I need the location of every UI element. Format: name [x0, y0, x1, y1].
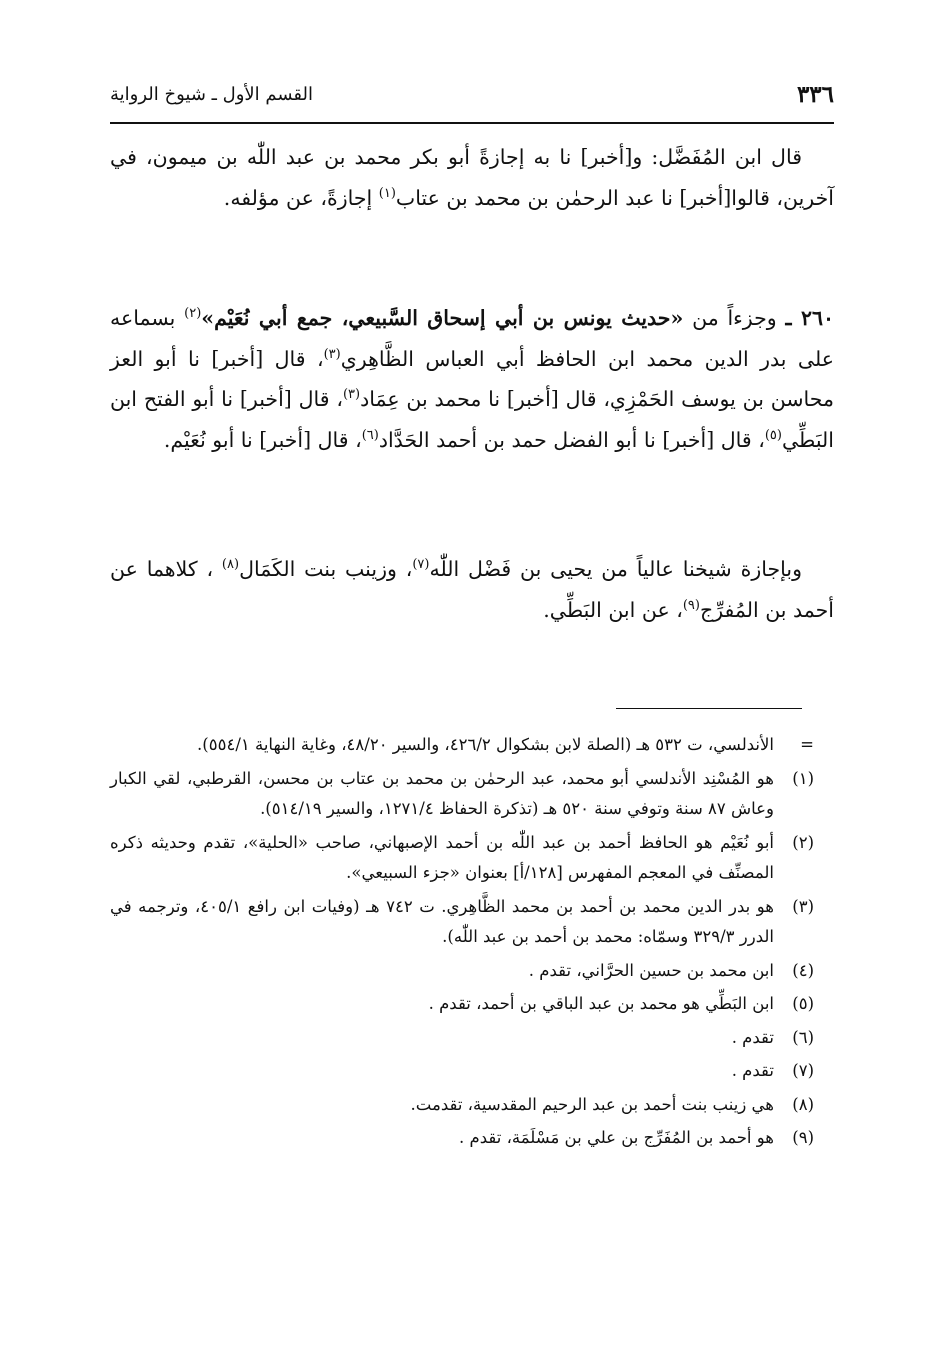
footnote-ref: (٢) [184, 306, 202, 322]
footnote-label: (٨) [792, 1094, 814, 1114]
paragraph-ibn-mufaddal [110, 137, 834, 218]
entry-text: بسماعه على بدر الدين محمد ابن الحافظ أبي العباس الظَّاهِري [110, 306, 834, 371]
footnote-ref: (٩) [682, 597, 700, 613]
footnote-label: (٧) [792, 1061, 814, 1080]
paragraph-text: إجازةً، عن مؤلفه. [223, 185, 379, 210]
header-rule [110, 122, 834, 124]
footnote-text: هي زينب بنت أحمد بن عبد الرحيم المقدسية، تقدمت. [410, 1094, 774, 1114]
footnote-ref: (٣) [323, 346, 341, 362]
entry-text: ، قال [أخبر] نا أبو العز محاسن بن يوسف الحَمْزِي، قال [أخبر] نا محمد بن عِمَاد [110, 346, 834, 411]
page-header [110, 76, 834, 112]
footnote-7 [110, 1056, 814, 1087]
paragraph-text: ، كلاهما عن أحمد بن المُفرِّج [110, 557, 834, 622]
entry-title: «حديث يونس بن أبي إسحاق السَّبيعي، جمع أبي نُعَيْم» [201, 306, 684, 330]
footnote-label: (٥) [792, 994, 814, 1013]
footnote-text: الأندلسي، ت ٥٣٢ هـ (الصلة لابن بشكوال ٤٢٦/٢، والسير ٤٨/٢٠، وغاية النهاية ٥٥٤/١). [197, 735, 774, 754]
footnote-4 [110, 956, 814, 987]
paragraph-text: ، وزينب بنت الكَمَال [239, 557, 413, 581]
footnote-text: هو بدر الدين محمد بن أحمد بن محمد الظَّاهِري. ت ٧٤٢ هـ (وفيات ابن رافع ٤٠٥/١، وترجمه في الدرر ٣٢٩/٣ وسمّاه: محمد بن أحمد بن عبد اللّٰه). [110, 896, 774, 946]
entry-text: ، قال [أخبر] نا أبو الفضل حمد بن أحمد الحَدَّاد [378, 427, 765, 452]
paragraph-text: وبإجازة شيخنا عالياً من يحيى بن فَضْل اللّٰه [429, 557, 802, 581]
entry-text: ، قال [أخبر] نا أبو الفتح ابن البَطِّي [110, 387, 834, 452]
page-number: ٣٣٦ [796, 80, 834, 108]
footnote-2 [110, 828, 814, 889]
footnote-text: ابن البَطِّي هو محمد بن عبد الباقي بن أحمد، تقدم . [428, 994, 774, 1013]
entry-260 [110, 298, 834, 460]
footnote-5 [110, 989, 814, 1020]
paragraph-text: ، عن ابن البَطِّي. [543, 597, 683, 622]
footnote-9 [110, 1123, 814, 1154]
footnote-8 [110, 1090, 814, 1121]
footnote-continued [110, 730, 814, 761]
footnotes [110, 730, 814, 1157]
footnote-label: (٩) [792, 1128, 814, 1147]
paragraph-ijaza [110, 549, 834, 630]
footnote-text: أبو نُعَيْم هو الحافظ أحمد بن عبد اللّٰه بن أحمد الإصبهاني، صاحب «الحلية»، تقدم وحديثه ذكره المصنِّف في المعجم المفهرس [١٢٨/أ] بعنوان «جزء السبيعي». [110, 832, 774, 882]
running-title: القسم الأول ـ شيوخ الرواية [110, 83, 314, 105]
footnote-6 [110, 1023, 814, 1054]
entry-text: ، قال [أخبر] نا أبو نُعَيْم. [163, 427, 362, 452]
footnote-label: (٣) [792, 896, 814, 916]
footnote-ref: (٧) [412, 557, 430, 573]
footnote-3 [110, 892, 814, 953]
footnote-ref: (٥) [764, 427, 782, 443]
footnote-label: (٦) [792, 1027, 814, 1047]
footnote-separator [616, 708, 802, 709]
footnote-label: (١) [792, 768, 814, 788]
footnote-ref: (٦) [361, 427, 379, 443]
footnote-text: هو المُسْنِد الأندلسي أبو محمد، عبد الرحمٰن بن محمد بن عتاب بن محسن، القرطبي، لقي الكبار وعاش ٨٧ سنة وتوفي سنة ٥٢٠ هـ (تذكرة الحفاظ ١٢٧١/٤، والسير ٥١٤/١٩). [110, 768, 774, 818]
footnote-text: ابن محمد بن حسين الحرَّاني، تقدم . [528, 960, 774, 980]
entry-number: ٢٦٠ ـ [785, 306, 834, 330]
footnote-ref: (٨) [221, 557, 240, 573]
footnote-1 [110, 764, 814, 825]
footnote-text: هو أحمد بن المُفَرِّج بن علي بن مَسْلَمَة، تقدم . [459, 1128, 774, 1147]
paragraph-text: قال ابن المُفَضَّل: و[أخبر] نا به إجازةً أبو بكر محمد بن عبد اللّٰه بن ميمون، في آخرين، قالوا[أخبر] نا عبد الرحمٰن بن محمد بن عتاب [110, 145, 834, 210]
footnote-label: (٤) [792, 960, 814, 980]
footnote-label: (٢) [792, 832, 814, 852]
footnote-text: تقدم . [731, 1027, 774, 1047]
footnote-ref: (٣) [342, 387, 361, 403]
footnote-ref: (١) [378, 185, 396, 201]
footnote-text: تقدم . [731, 1061, 774, 1080]
entry-text: وجزءاً من [683, 306, 786, 330]
footnote-label: = [800, 735, 814, 754]
